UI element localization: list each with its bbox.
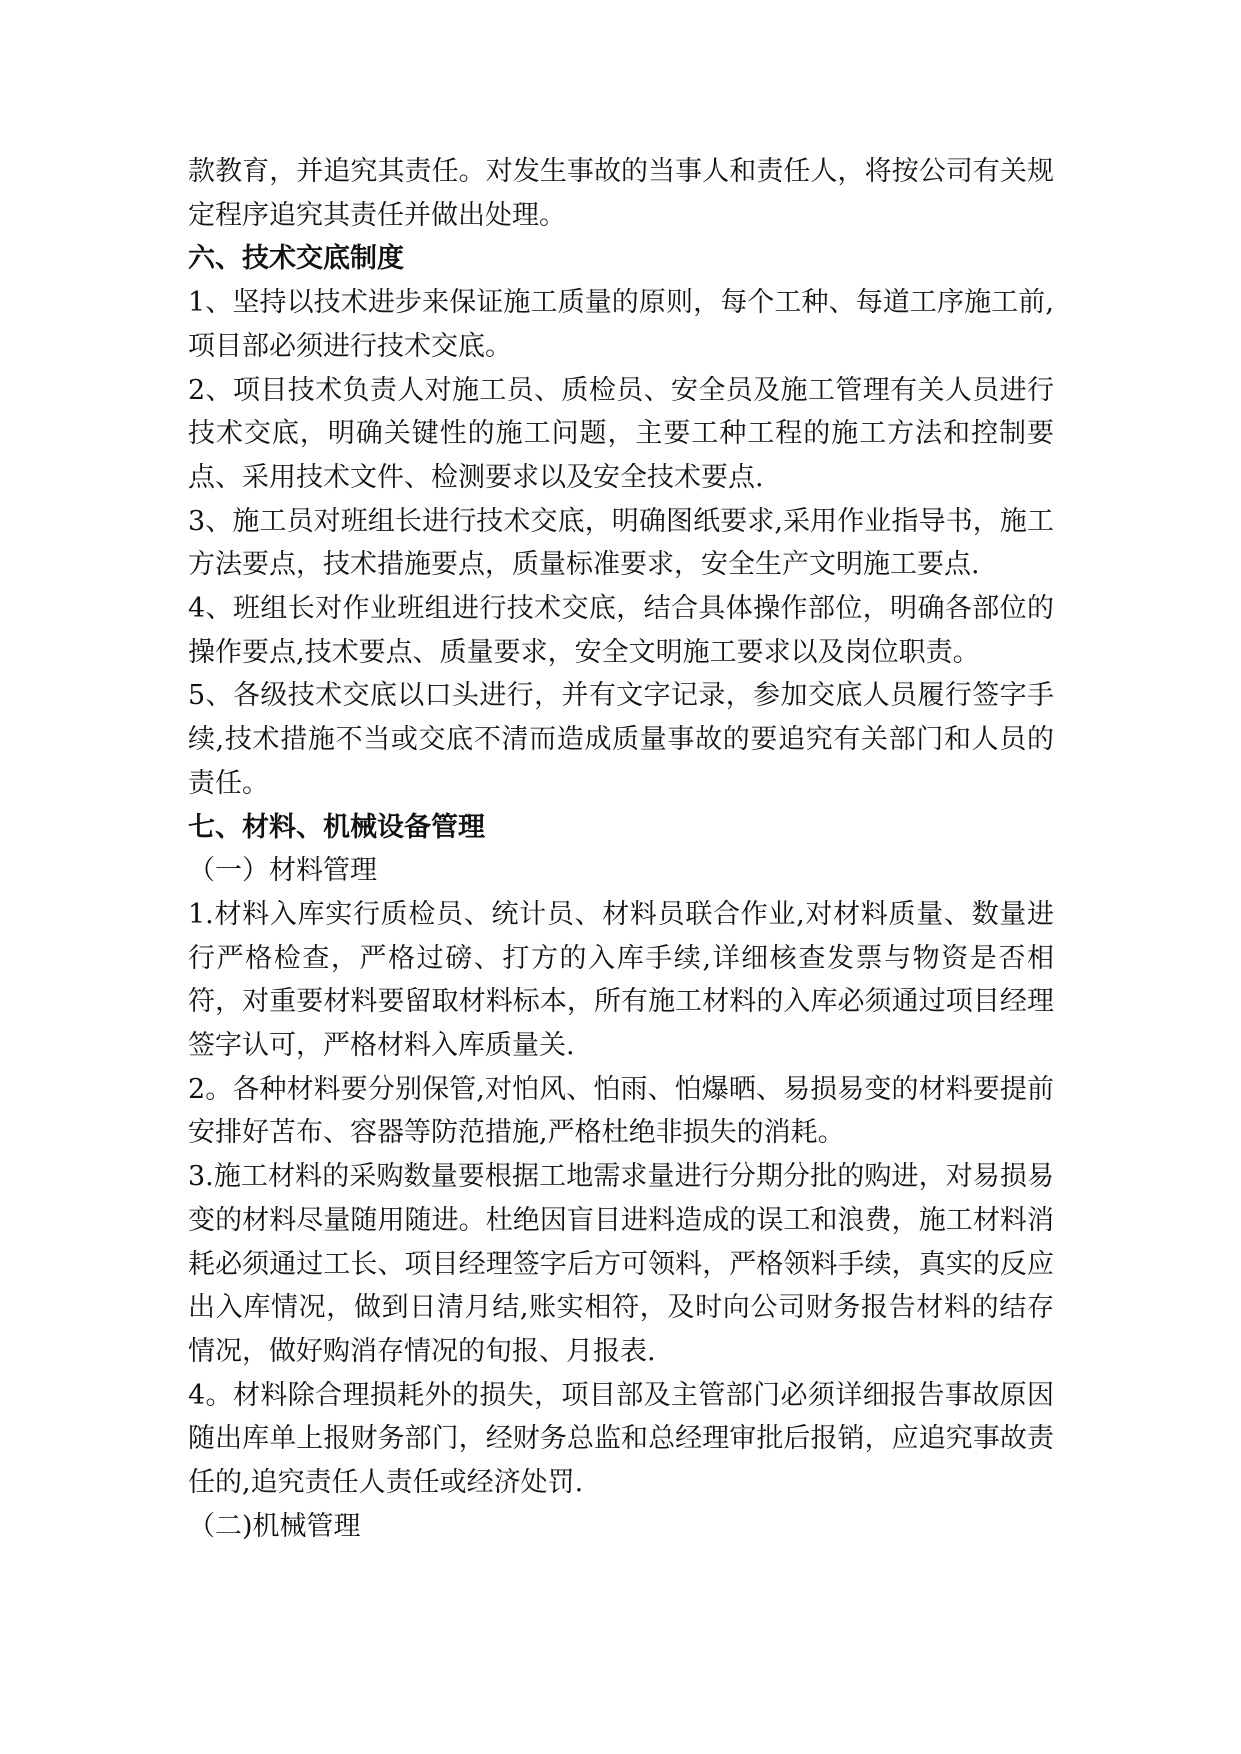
paragraph-7-1: 1.材料入库实行质检员、统计员、材料员联合作业,对材料质量、数量进行严格检查，严格过磅、打方的入库手续,详细核查发票与物资是否相符，对重要材料要留取材料标本，所有施工材料的入库必须通过项目经理签字认可，严格材料入库质量关.	[188, 898, 1054, 1062]
subsection-heading-machinery: （二)机械管理	[188, 1510, 361, 1542]
paragraph-7-4: 4。材料除合理损耗外的损失，项目部及主管部门必须详细报告事故原因随出库单上报财务部门，经财务总监和总经理审批后报销，应追究事故责任的,追究责任人责任或经济处罚.	[188, 1379, 1054, 1499]
paragraph-7-3: 3.施工材料的采购数量要根据工地需求量进行分期分批的购进，对易损易变的材料尽量随用随进。杜绝因盲目进料造成的误工和浪费，施工材料消耗必须通过工长、项目经理签字后方可领料，严格领料手续，真实的反应出入库情况，做到日清月结,账实相符，及时向公司财务报告材料的结存情况，做好购消存情况的旬报、月报表.	[188, 1161, 1054, 1367]
subsection-heading-materials: （一）材料管理	[188, 855, 377, 887]
paragraph-continuation: 款教育，并追究其责任。对发生事故的当事人和责任人，将按公司有关规定程序追究其责任并做出处理。	[188, 156, 1054, 231]
paragraph-6-2: 2、项目技术负责人对施工员、质检员、安全员及施工管理有关人员进行技术交底，明确关键性的施工问题，主要工种工程的施工方法和控制要点、采用技术文件、检测要求以及安全技术要点.	[188, 374, 1054, 493]
paragraph-6-5: 5、各级技术交底以口头进行，并有文字记录，参加交底人员履行签字手续,技术措施不当或交底不清而造成质量事故的要追究有关部门和人员的责任。	[188, 680, 1054, 799]
section-heading-6: 六、技术交底制度	[188, 243, 404, 275]
paragraph-6-1: 1、坚持以技术进步来保证施工质量的原则，每个工种、每道工序施工前,项目部必须进行技术交底。	[188, 287, 1054, 362]
paragraph-6-3: 3、施工员对班组长进行技术交底，明确图纸要求,采用作业指导书，施工方法要点，技术措施要点，质量标准要求，安全生产文明施工要点.	[188, 505, 1054, 581]
paragraph-7-2: 2。各种材料要分别保管,对怕风、怕雨、怕爆晒、易损易变的材料要提前安排好苫布、容器等防范措施,严格杜绝非损失的消耗。	[188, 1073, 1054, 1149]
document-page	[188, 150, 1054, 1549]
section-heading-7: 七、材料、机械设备管理	[188, 811, 485, 843]
paragraph-6-4: 4、班组长对作业班组进行技术交底，结合具体操作部位，明确各部位的操作要点,技术要点、质量要求，安全文明施工要求以及岗位职责。	[188, 593, 1054, 668]
